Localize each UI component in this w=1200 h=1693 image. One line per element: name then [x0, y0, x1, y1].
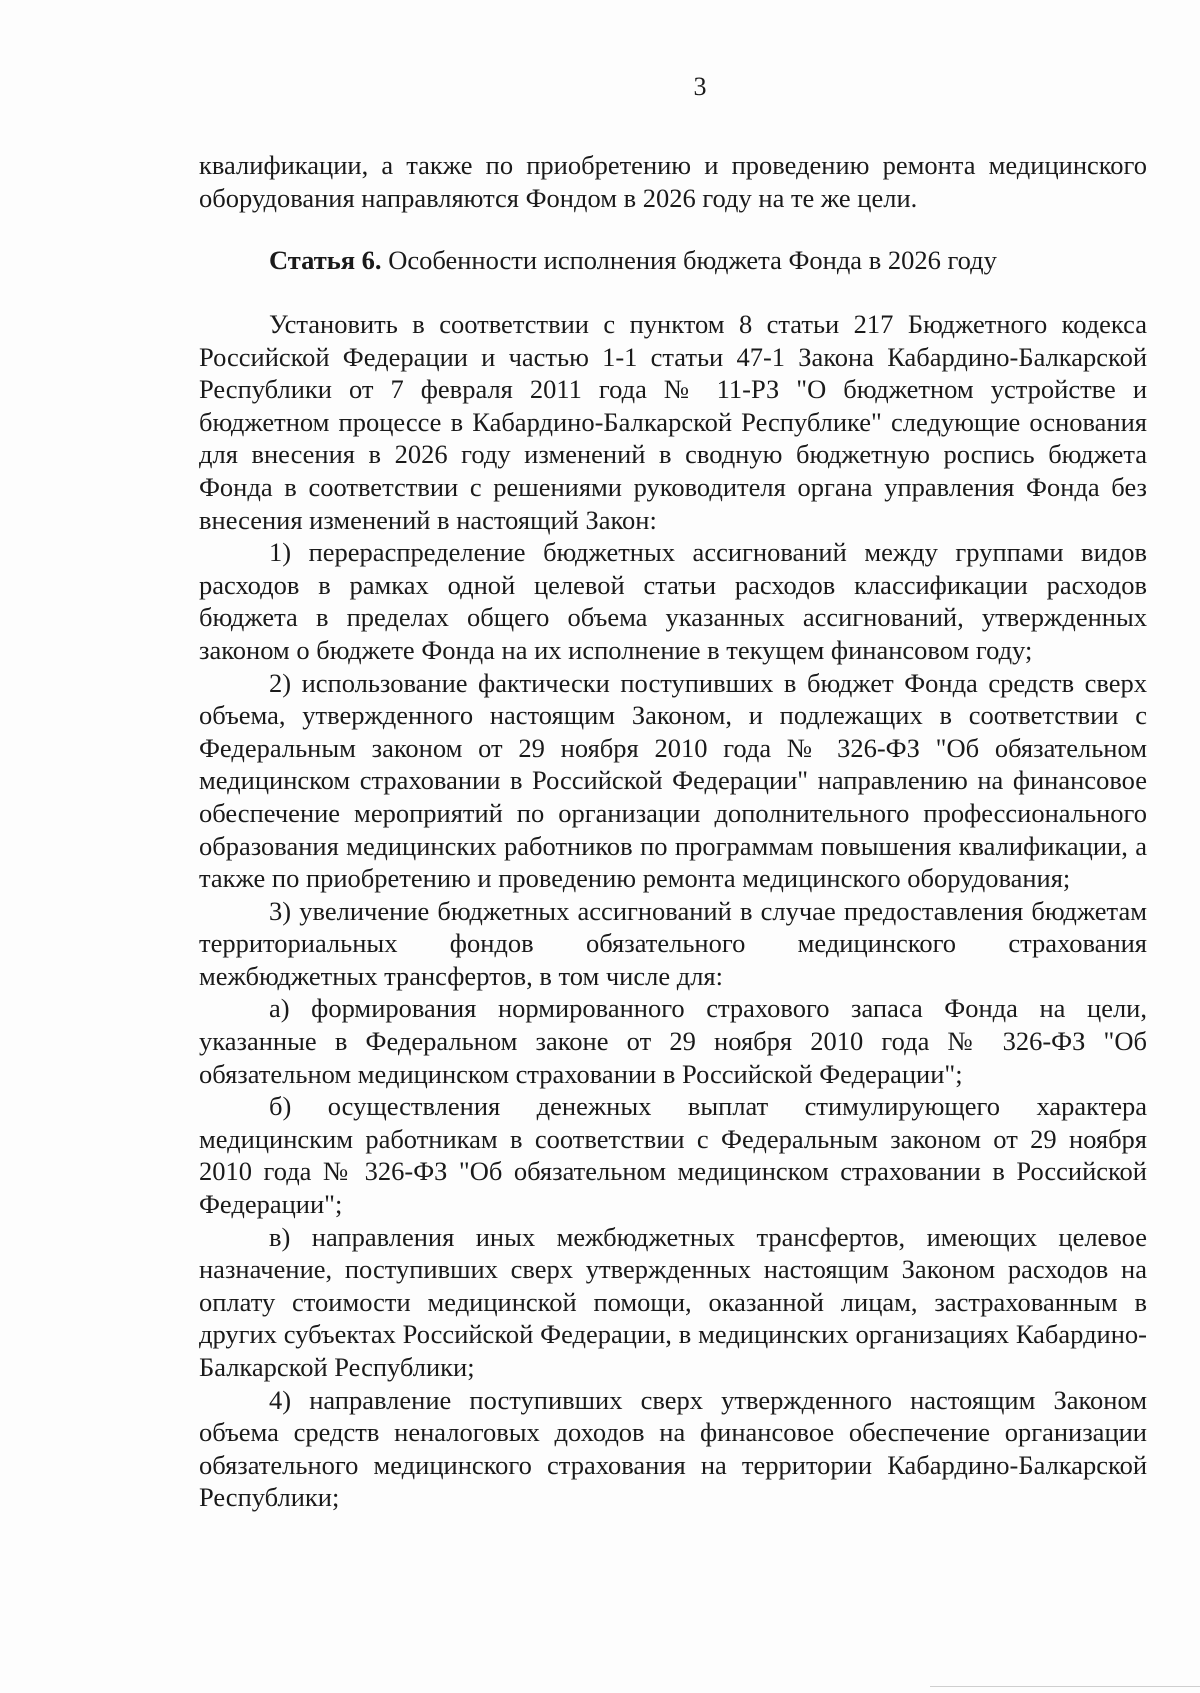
article-heading: [199, 244, 1147, 277]
page-number: 3: [693, 72, 707, 101]
paragraph-item-4: 4) направление поступивших сверх утвержденного настоящим Законом объема средств неналоговых доходов на финансовое обеспечение организации обязательного медицинского страхования на территории Кабардино-Балкарской Республики;: [199, 1384, 1147, 1513]
article-body: [199, 308, 1147, 1514]
paragraph-item-2: 2) использование фактически поступивших в бюджет Фонда средств сверх объема, утвержденного настоящим Законом, и подлежащих в соответствии с Федеральным законом от 29 ноября 2010 года № 326-ФЗ "Об обязательном медицинском страховании в Российской Федерации" направлению на финансовое обеспечение мероприятий по организации дополнительного профессионального образования медицинских работников по программам повышения квалификации, а также по приобретению и проведению ремонта медицинского оборудования;: [199, 667, 1147, 894]
paragraph-item-3b: б) осуществления денежных выплат стимулирующего характера медицинским работникам в соответствии с Федеральным законом от 29 ноября 2010 года № 326-ФЗ "Об обязательном медицинском страховании в Российской Федерации";: [199, 1091, 1147, 1220]
continuation-paragraph: квалификации, а также по приобретению и проведению ремонта медицинского оборудования направляются Фондом в 2026 году на те же цели.: [199, 150, 1147, 213]
continuation-text: [199, 149, 1147, 214]
paragraph-item-3c: в) направления иных межбюджетных трансфертов, имеющих целевое назначение, поступивших сверх утвержденных настоящим Законом расходов на оплату стоимости медицинской помощи, оказанной лицам, застрахованным в других субъектах Российской Федерации, в медицинских организациях Кабардино-Балкарской Республики;: [199, 1221, 1147, 1382]
paragraph-intro: Установить в соответствии с пунктом 8 статьи 217 Бюджетного кодекса Российской Федерации и частью 1-1 статьи 47-1 Закона Кабардино-Балкарской Республики от 7 февраля 2011 года № 11-РЗ "О бюджетном устройстве и бюджетном процессе в Кабардино-Балкарской Республике" следующие основания для внесения в 2026 году изменений в сводную бюджетную роспись бюджета Фонда в соответствии с решениями руководителя органа управления Фонда без внесения изменений в настоящий Закон:: [199, 309, 1147, 535]
paragraph-item-3a: а) формирования нормированного страхового запаса Фонда на цели, указанные в Федеральном законе от 29 ноября 2010 года № 326-ФЗ "Об обязательном медицинском страховании в Российской Федерации";: [199, 993, 1147, 1089]
bottom-divider: [930, 1686, 1200, 1687]
paragraph-item-3: 3) увеличение бюджетных ассигнований в случае предоставления бюджетам территориальных фондов обязательного медицинского страхования межбюджетных трансфертов, в том числе для:: [199, 895, 1147, 991]
article-label: Статья 6.: [269, 245, 382, 275]
paragraph-item-1: 1) перераспределение бюджетных ассигнований между группами видов расходов в рамках одной целевой статьи расходов классификации расходов бюджета в пределах общего объема указанных ассигнований, утвержденных законом о бюджете Фонда на их исполнение в текущем финансовом году;: [199, 537, 1147, 665]
article-title: Особенности исполнения бюджета Фонда в 2026 году: [388, 245, 997, 275]
